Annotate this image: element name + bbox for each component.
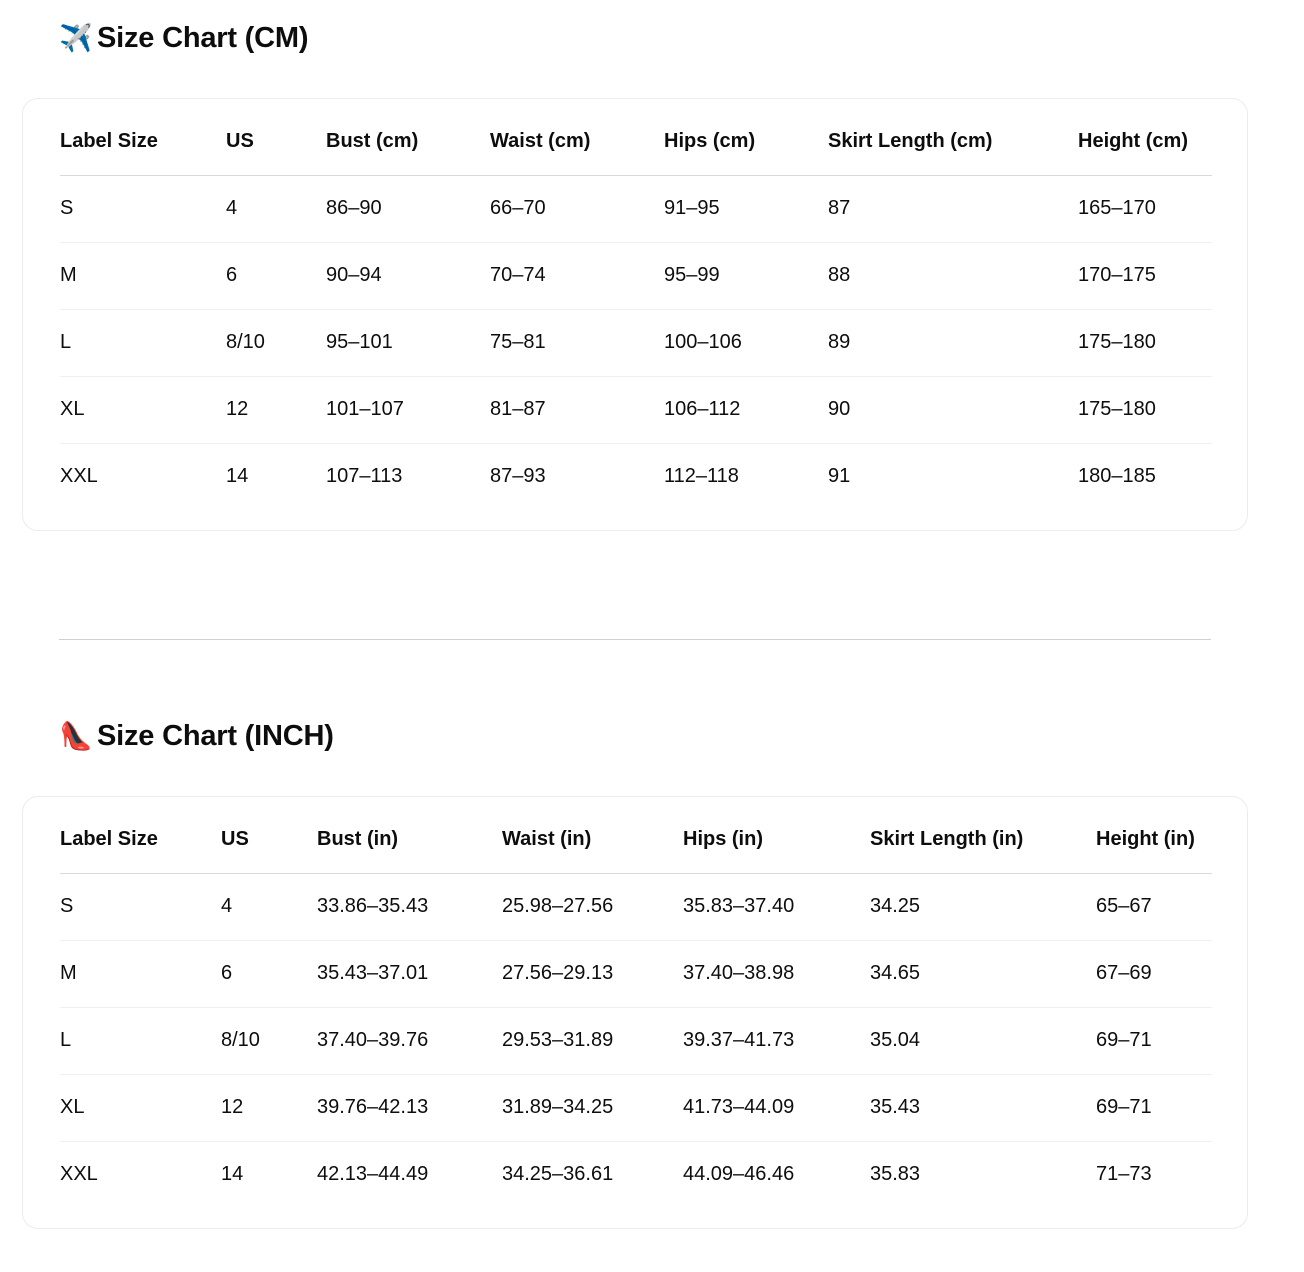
table-cell: 67–69 — [1096, 940, 1212, 1007]
table-row — [60, 175, 1212, 242]
section-divider — [59, 639, 1211, 640]
table-cell: 91–95 — [664, 175, 828, 242]
table-cell: XL — [60, 1074, 221, 1141]
table-cell: 8/10 — [221, 1007, 317, 1074]
cm-chart-title — [59, 24, 308, 53]
table-cell: 39.37–41.73 — [683, 1007, 870, 1074]
header-cell: US — [226, 99, 326, 175]
table-cell: 27.56–29.13 — [502, 940, 683, 1007]
table-cell: 12 — [226, 376, 326, 443]
table-row — [60, 1141, 1212, 1208]
table-cell: 34.25 — [870, 873, 1096, 940]
table-row — [60, 309, 1212, 376]
table-cell: 87 — [828, 175, 1078, 242]
cm-table-card — [22, 98, 1248, 531]
header-cell: Height (cm) — [1078, 99, 1212, 175]
table-cell: 37.40–39.76 — [317, 1007, 502, 1074]
table-cell: 4 — [221, 873, 317, 940]
table-row — [60, 376, 1212, 443]
table-cell: 34.65 — [870, 940, 1096, 1007]
table-cell: 87–93 — [490, 465, 546, 488]
table-row — [60, 1007, 1212, 1074]
table-cell: 101–107 — [326, 376, 490, 443]
table-cell: 165–170 — [1078, 175, 1212, 242]
table-cell: XXL — [60, 1163, 98, 1186]
table-cell: 35.04 — [870, 1007, 1096, 1074]
table-cell: XL — [60, 376, 226, 443]
table-cell: 95–99 — [664, 242, 828, 309]
table-cell: 180–185 — [1078, 465, 1156, 488]
header-cell: Skirt Length (in) — [870, 797, 1096, 873]
table-cell: 175–180 — [1078, 376, 1212, 443]
table-cell: 88 — [828, 242, 1078, 309]
table-cell: 35.43–37.01 — [317, 940, 502, 1007]
table-cell: 4 — [226, 175, 326, 242]
table-cell: 39.76–42.13 — [317, 1074, 502, 1141]
table-cell: 12 — [221, 1074, 317, 1141]
cm-chart-title-text: Size Chart (CM) — [97, 22, 309, 54]
table-cell: 90–94 — [326, 242, 490, 309]
table-row — [60, 873, 1212, 940]
table-row — [60, 242, 1212, 309]
cm-size-table — [60, 99, 1212, 510]
header-cell: Bust (in) — [317, 797, 502, 873]
inch-size-table — [60, 797, 1212, 1208]
header-cell: Waist (cm) — [490, 99, 664, 175]
table-header-row — [60, 99, 1212, 175]
airplane-icon: ✈️ — [59, 23, 93, 53]
table-cell: 33.86–35.43 — [317, 873, 502, 940]
table-cell: L — [60, 1007, 221, 1074]
table-cell: 75–81 — [490, 309, 664, 376]
table-cell: 34.25–36.61 — [502, 1163, 614, 1186]
table-cell: 25.98–27.56 — [502, 873, 683, 940]
table-cell: 14 — [226, 465, 249, 488]
inch-chart-title-text: Size Chart (INCH) — [97, 720, 334, 752]
header-cell: Skirt Length (cm) — [828, 99, 1078, 175]
header-cell: Label Size — [60, 797, 221, 873]
table-cell: 41.73–44.09 — [683, 1074, 870, 1141]
table-cell: M — [60, 242, 226, 309]
header-cell: Hips (cm) — [664, 99, 828, 175]
inch-table-card — [22, 796, 1248, 1229]
header-cell: Waist (in) — [502, 797, 683, 873]
table-cell: 69–71 — [1096, 1007, 1212, 1074]
table-cell: 95–101 — [326, 309, 490, 376]
table-cell: 42.13–44.49 — [317, 1163, 429, 1186]
table-row — [60, 1074, 1212, 1141]
header-cell: Bust (cm) — [326, 99, 490, 175]
table-cell: 112–118 — [664, 465, 739, 488]
table-cell: 14 — [221, 1163, 244, 1186]
header-cell: Height (in) — [1096, 797, 1212, 873]
high-heel-icon: 👠 — [59, 721, 93, 751]
table-cell: 44.09–46.46 — [683, 1163, 795, 1186]
table-cell: 175–180 — [1078, 309, 1212, 376]
inch-chart-title — [59, 722, 334, 751]
table-cell: 89 — [828, 309, 1078, 376]
table-cell: 35.83 — [870, 1163, 921, 1186]
table-cell: 37.40–38.98 — [683, 940, 870, 1007]
table-cell: 35.83–37.40 — [683, 873, 870, 940]
table-row — [60, 443, 1212, 510]
table-cell: XXL — [60, 465, 98, 488]
table-cell: 6 — [226, 242, 326, 309]
table-cell: 170–175 — [1078, 242, 1212, 309]
table-cell: 86–90 — [326, 175, 490, 242]
table-cell: 81–87 — [490, 376, 664, 443]
table-cell: 69–71 — [1096, 1074, 1212, 1141]
table-cell: 35.43 — [870, 1074, 1096, 1141]
table-cell: 100–106 — [664, 309, 828, 376]
table-cell: 107–113 — [326, 465, 403, 488]
table-cell: 31.89–34.25 — [502, 1074, 683, 1141]
header-cell: Label Size — [60, 99, 226, 175]
table-cell: S — [60, 873, 221, 940]
table-cell: 70–74 — [490, 242, 664, 309]
table-cell: 6 — [221, 940, 317, 1007]
header-cell: Hips (in) — [683, 797, 870, 873]
table-cell: L — [60, 309, 226, 376]
table-header-row — [60, 797, 1212, 873]
table-cell: S — [60, 175, 226, 242]
table-cell: 65–67 — [1096, 873, 1212, 940]
table-cell: 90 — [828, 376, 1078, 443]
header-cell: US — [221, 797, 317, 873]
table-cell: 8/10 — [226, 309, 326, 376]
table-row — [60, 940, 1212, 1007]
table-cell: 66–70 — [490, 175, 664, 242]
table-cell: 29.53–31.89 — [502, 1007, 683, 1074]
table-cell: 71–73 — [1096, 1163, 1152, 1186]
table-cell: M — [60, 940, 221, 1007]
table-cell: 91 — [828, 465, 851, 488]
table-cell: 106–112 — [664, 376, 828, 443]
